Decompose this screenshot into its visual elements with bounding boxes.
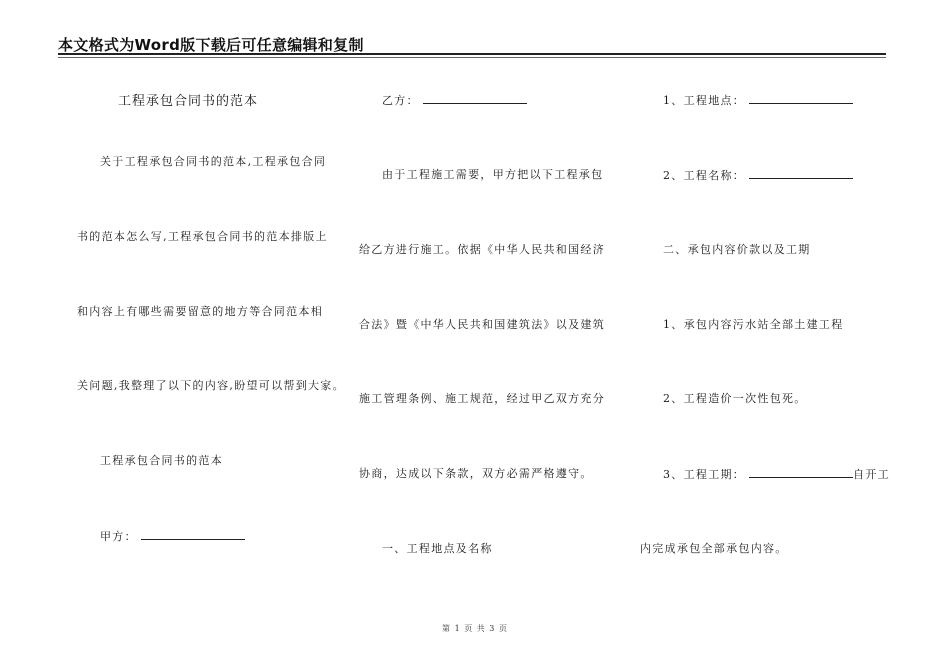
section-2-heading: 二、承包内容价款以及工期 (663, 243, 811, 256)
party-b-blank (423, 93, 527, 104)
body-line-1: 由于工程施工需要，甲方把以下工程承包 (382, 168, 604, 181)
item-site-label: 1、工程地点： (663, 94, 746, 107)
body-line-4: 施工管理条例、施工规范，经过甲乙双方充分 (359, 392, 605, 405)
item-duration-blank (749, 467, 853, 478)
body-line-2: 给乙方进行施工。依据《中华人民共和国经济 (359, 243, 605, 256)
item-name-label: 2、工程名称： (663, 169, 746, 182)
item-scope: 1、承包内容污水站全部土建工程 (663, 318, 844, 331)
party-a-line (100, 529, 245, 544)
intro-line-4: 关问题,我整理了以下的内容,盼望可以帮到大家。 (77, 379, 345, 392)
intro-line-1: 关于工程承包合同书的范本,工程承包合同 (100, 155, 327, 168)
item-name-line (663, 168, 853, 183)
item-duration-suffix: 自开工 (853, 468, 891, 481)
item-completion: 内完成承包全部承包内容。 (640, 542, 788, 555)
item-duration-label: 3、工程工期： (663, 468, 746, 481)
item-price: 2、工程造价一次性包死。 (663, 392, 807, 405)
intro-line-3: 和内容上有哪些需要留意的地方等合同范本相 (77, 305, 323, 318)
item-site-line (663, 93, 853, 108)
party-b-label: 乙方： (382, 94, 419, 107)
party-a-blank (141, 529, 245, 540)
item-name-blank (749, 168, 853, 179)
header-rule-thick (58, 53, 886, 55)
party-b-line (382, 93, 527, 108)
contract-title: 工程承包合同书的范本 (118, 94, 259, 109)
item-site-blank (749, 93, 853, 104)
page-footer: 第 1 页 共 3 页 (442, 624, 508, 633)
contract-subtitle: 工程承包合同书的范本 (100, 454, 223, 467)
header-rule-thin (58, 57, 886, 58)
section-1-heading: 一、工程地点及名称 (382, 542, 493, 555)
party-a-label: 甲方： (100, 530, 137, 543)
item-duration-line (663, 467, 890, 482)
intro-line-2: 书的范本怎么写,工程承包合同书的范本排版上 (77, 230, 328, 243)
body-line-5: 协商，达成以下条款，双方必需严格遵守。 (359, 467, 593, 480)
body-line-3: 合法》暨《中华人民共和国建筑法》以及建筑 (359, 318, 605, 331)
document-header: 本文格式为Word版下载后可任意编辑和复制 (58, 36, 364, 54)
